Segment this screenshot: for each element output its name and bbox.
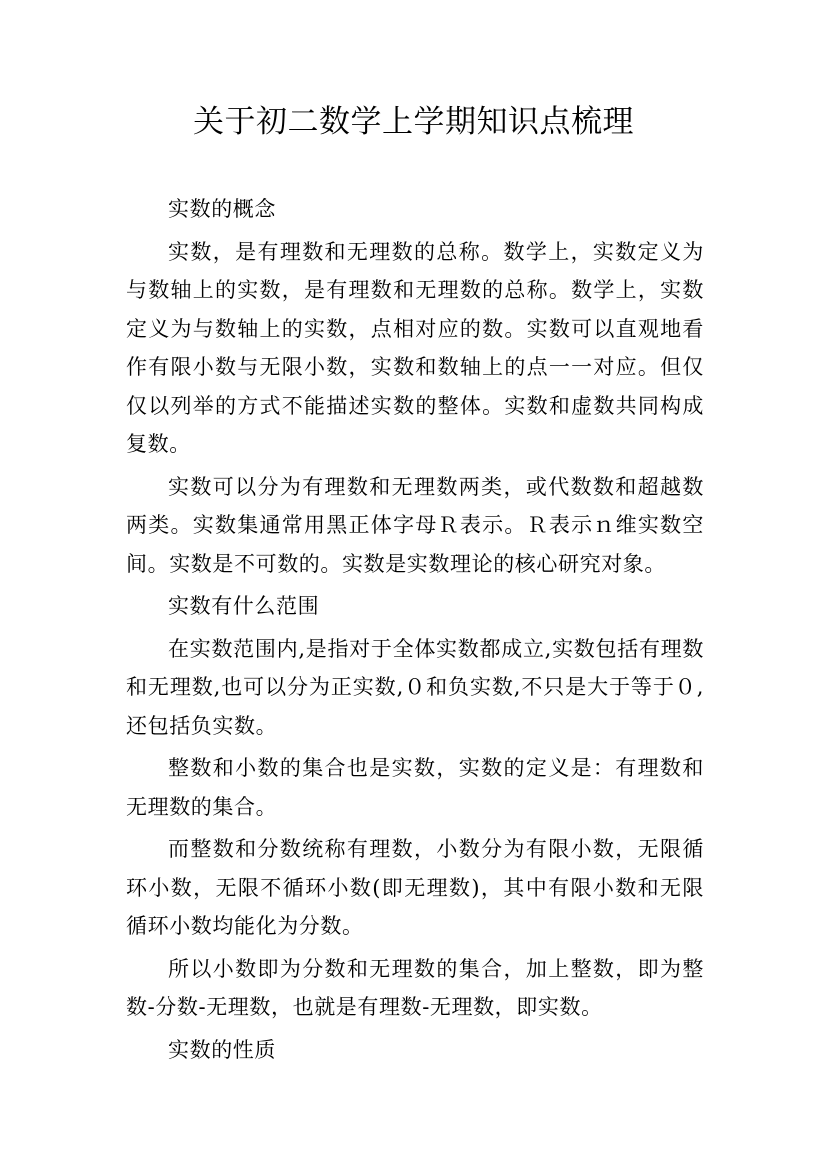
paragraph-real-number-range: 在实数范围内,是指对于全体实数都成立,实数包括有理数和无理数,也可以分为正实数,０和负实数,不只是大于等于０,还包括负实数。 — [126, 636, 704, 738]
paragraph-rational-numbers: 而整数和分数统称有理数，小数分为有限小数，无限循环小数，无限不循环小数(即无理数)，其中有限小数和无限循环小数均能化为分数。 — [126, 837, 704, 938]
section-heading-real-number-range: 实数有什么范围 — [168, 594, 320, 618]
section-heading-real-number-concept: 实数的概念 — [168, 197, 276, 221]
paragraph-real-number-definition: 实数，是有理数和无理数的总称。数学上，实数定义为与数轴上的实数，是有理数和无理数的总称。数学上，实数定义为与数轴上的实数，点相对应的数。实数可以直观地看作有限小数与无限小数，实数和数轴上的点一一对应。但仅仅以列举的方式不能描述实数的整体。实数和虚数共同构成复数。 — [126, 239, 704, 456]
paragraph-real-number-classification: 实数可以分为有理数和无理数两类，或代数数和超越数两类。实数集通常用黑正体字母Ｒ表示。Ｒ表示ｎ维实数空间。实数是不可数的。实数是实数理论的核心研究对象。 — [126, 474, 704, 576]
document-title: 关于初二数学上学期知识点梳理 — [193, 104, 634, 140]
section-heading-real-number-properties: 实数的性质 — [168, 1037, 276, 1062]
paragraph-decimal-set: 所以小数即为分数和无理数的集合，加上整数，即为整数-分数-无理数，也就是有理数-无理数，即实数。 — [126, 956, 704, 1019]
document-body — [126, 190, 704, 1073]
paragraph-integers-and-decimals: 整数和小数的集合也是实数，实数的定义是：有理数和无理数的集合。 — [126, 756, 704, 819]
